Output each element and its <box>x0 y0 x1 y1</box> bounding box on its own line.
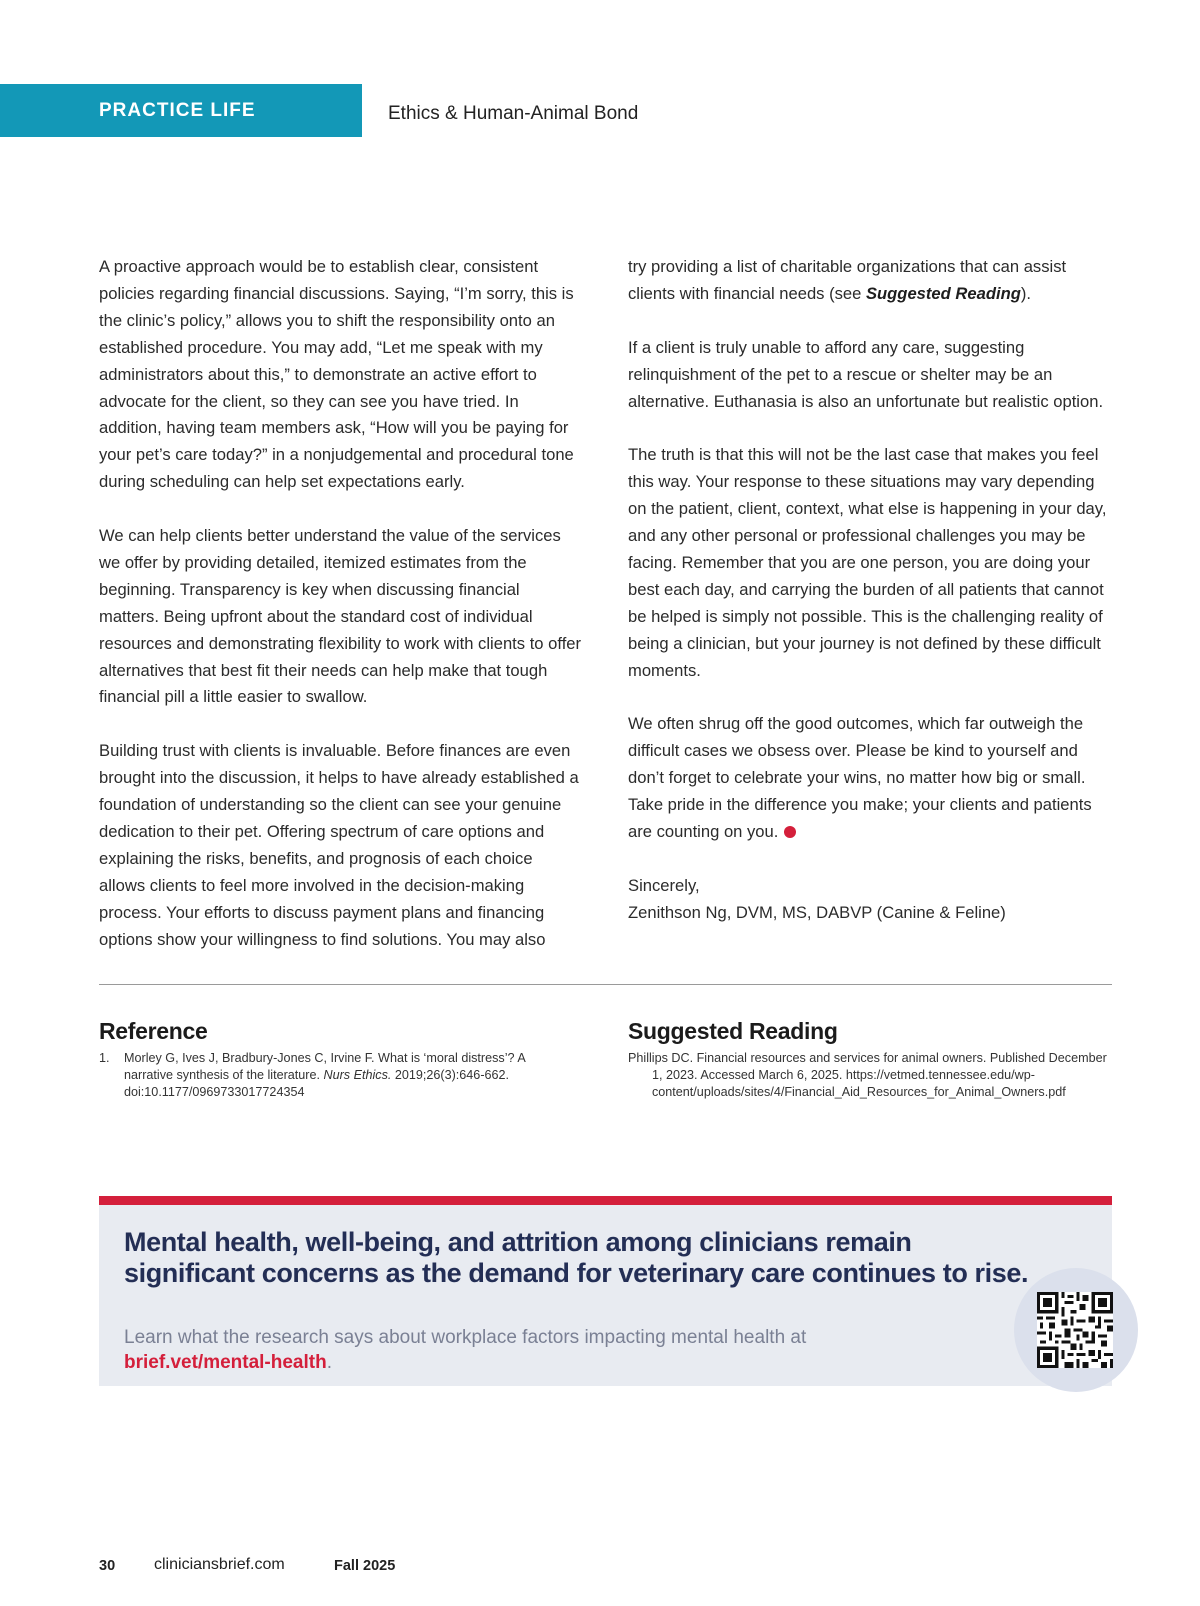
article-paragraph: If a client is truly unable to afford any care, suggesting relinquishment of the pet to a rescue or shelter may be an alternative. Euthanasia is also an unfortunate but realistic option. <box>628 337 1104 411</box>
section-label: PRACTICE LIFE <box>99 100 256 121</box>
paragraph-text: We often shrug off the good outcomes, which far outweigh the difficult cases we obsess over. Please be kind to yourself and don’t forget to celebrate your wins, no matter how big or small. Take pride in the difference you make; your clients and patients are counting on you. <box>628 714 1092 841</box>
reference-text: 2019;26(3):646-662. doi:10.1177/0969733017724354 <box>124 1067 510 1099</box>
reference-text: Morley G, Ives J, Bradbury-Jones C, Irvine F. What is ‘moral distress’? A narrative synthesis of the literature. <box>124 1051 526 1082</box>
callout-text: . <box>326 1352 332 1373</box>
article-paragraph: A proactive approach would be to establish clear, consistent policies regarding financial discussions. Saying, “I’m sorry, this is the clinic’s policy,” allows you to shift the responsibility onto an established procedure. You may add, “Let me speak with my administrators about this,” to demonstrate an active effort to advocate for the client, so they can see you have tried. In addition, having team members ask, “How will you be paying for your pet’s care today?” in a nonjudgemental and procedural tone during scheduling can help set expectations early. <box>99 257 574 492</box>
section-divider <box>99 984 1112 985</box>
reference-item <box>99 1050 559 1100</box>
article-paragraph: Building trust with clients is invaluable. Before finances are even brought into the discussion, it helps to have already established a foundation of understanding so the client can see your genuine dedication to their pet. Offering spectrum of care options and explaining the risks, benefits, and prognosis of each choice allows clients to feel more involved in the decision-making process. Your efforts to discuss payment plans and financing options show your willingness to find solutions. You may also <box>99 741 579 949</box>
issue-label: Fall 2025 <box>334 1558 396 1574</box>
section-tab <box>0 84 362 137</box>
site-name: cliniciansbrief.com <box>154 1556 285 1573</box>
reference-heading: Reference <box>99 1018 208 1044</box>
reference-section <box>99 1018 559 1100</box>
signoff: Sincerely, <box>628 875 700 895</box>
suggested-reading-heading: Suggested Reading <box>628 1018 838 1044</box>
article-paragraph <box>628 254 1114 308</box>
reference-list <box>99 1050 559 1100</box>
page-number: 30 <box>99 1558 116 1574</box>
end-of-article-dot-icon <box>784 826 796 838</box>
paragraph-text: ). <box>1020 283 1032 303</box>
topic-label: Ethics & Human-Animal Bond <box>388 103 639 124</box>
signature: Zenithson Ng, DVM, MS, DABVP (Canine & Feline) <box>628 902 1006 922</box>
suggested-reading-ref: Suggested Reading <box>865 283 1021 303</box>
mental-health-link[interactable]: brief.vet/mental-health <box>124 1352 327 1373</box>
callout-headline: Mental health, well-being, and attrition among clinicians remain significant concerns as the demand for veterinary care continues to rise. <box>124 1227 1029 1288</box>
reference-number: 1. <box>99 1051 110 1065</box>
article-paragraph: The truth is that this will not be the last case that makes you feel this way. Your response to these situations may vary depending on the patient, client, context, what else is happening in your day, and any other personal or professional challenges you may be facing. Remember that you are one person, you are doing your best each day, and carrying the burden of all patients that cannot be helped is simply not possible. This is the challenging reality of being a clinician, but your journey is not defined by these difficult moments. <box>628 445 1107 680</box>
article-right-column <box>628 254 1114 927</box>
suggested-reading-item: Phillips DC. Financial resources and services for animal owners. Published December 1, 2023. Accessed March 6, 2025. https://vetmed.tennessee.edu/wp-content/uploads/sites/4/Financial_Aid_Resources_for_Animal_Owners.pdf <box>628 1051 1107 1099</box>
signoff-block <box>628 873 1114 927</box>
paragraph-text: try providing a list of charitable organizations that can assist clients with financial needs (see <box>628 257 1067 303</box>
article-paragraph <box>628 711 1114 846</box>
qr-code-icon[interactable] <box>1037 1292 1113 1368</box>
article-left-column <box>99 254 583 980</box>
journal-name: Nurs Ethics. <box>323 1067 392 1082</box>
suggested-reading-section <box>628 1018 1112 1100</box>
callout-body <box>124 1325 884 1375</box>
article-paragraph: We can help clients better understand the value of the services we offer by providing detailed, itemized estimates from the beginning. Transparency is key when discussing financial matters. Being upfront about the standard cost of individual resources and demonstrating flexibility to work with clients to offer alternatives that best fit their needs can help make that tough financial pill a little easier to swallow. <box>99 526 582 707</box>
callout-text: Learn what the research says about workplace factors impacting mental health at <box>124 1327 807 1348</box>
mental-health-callout <box>99 1196 1112 1386</box>
